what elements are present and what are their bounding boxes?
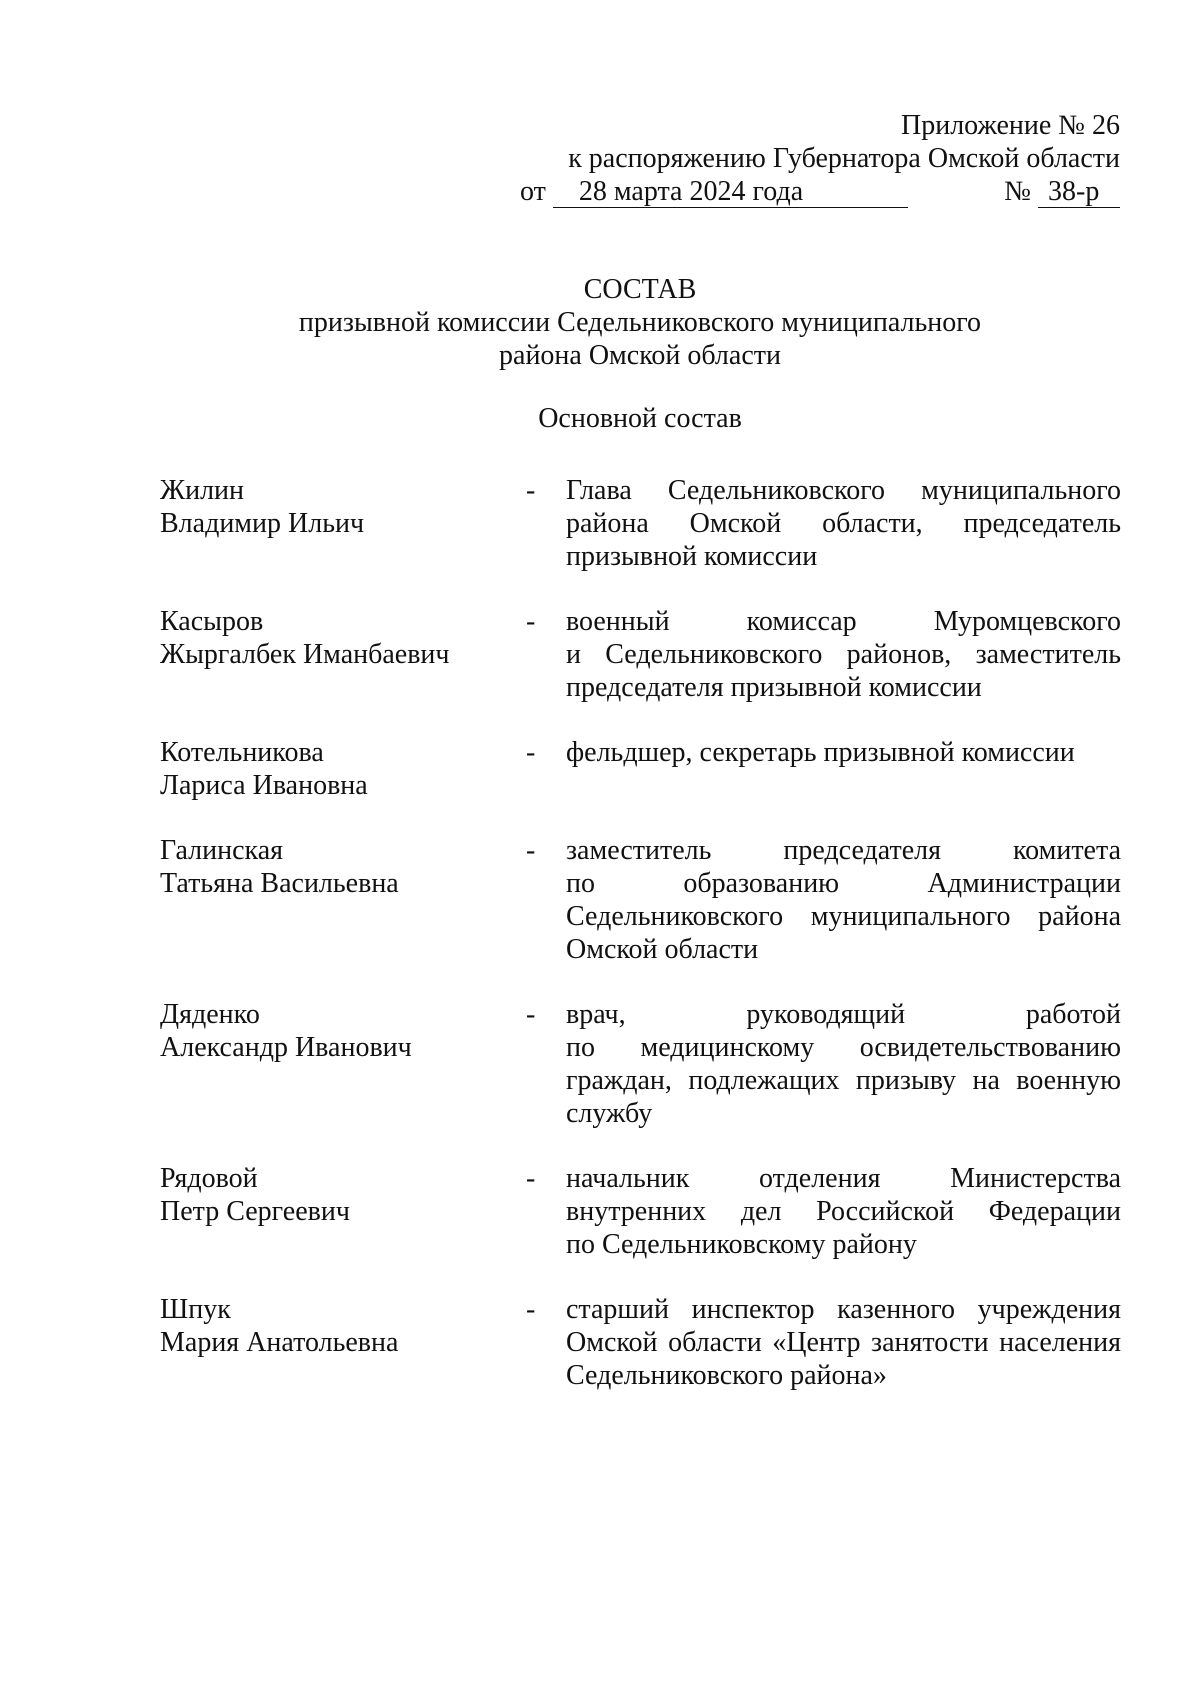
member-given-names: Александр Иванович bbox=[160, 1032, 412, 1063]
member-given-names: Мария Анатольевна bbox=[160, 1327, 399, 1358]
number-label: № bbox=[1004, 176, 1031, 207]
member-dash: - bbox=[526, 999, 536, 1030]
member-dash: - bbox=[526, 737, 536, 768]
appendix-header bbox=[520, 109, 1120, 208]
position-line: начальник отделения Министерства bbox=[566, 1163, 1121, 1194]
member-surname: Котельникова bbox=[160, 737, 324, 768]
member-position bbox=[566, 605, 1121, 704]
position-line: заместитель председателя комитета bbox=[566, 835, 1121, 866]
member-dash: - bbox=[526, 835, 536, 866]
position-line: службу bbox=[566, 1098, 653, 1129]
position-line: военный комиссар Муромцевского bbox=[566, 606, 1121, 637]
position-line: Омской области «Центр занятости населения bbox=[566, 1327, 1121, 1358]
order-date-number-line bbox=[520, 175, 1120, 208]
member-given-names: Татьяна Васильевна bbox=[160, 868, 399, 899]
member-position bbox=[566, 998, 1121, 1130]
position-line: Седельниковского района» bbox=[566, 1360, 887, 1391]
position-line: Седельниковского муниципального района bbox=[566, 901, 1121, 932]
position-line: внутренних дел Российской Федерации bbox=[566, 1196, 1121, 1227]
member-position bbox=[566, 1293, 1121, 1392]
order-reference: к распоряжению Губернатора Омской области bbox=[568, 143, 1120, 174]
member-position bbox=[566, 474, 1121, 573]
position-line: призывной комиссии bbox=[566, 541, 818, 572]
position-line: по образованию Администрации bbox=[566, 868, 1121, 899]
document-subtitle-line2: района Омской области bbox=[499, 340, 781, 371]
member-given-names: Жыргалбек Иманбаевич bbox=[160, 639, 450, 670]
member-name bbox=[160, 736, 520, 802]
member-name bbox=[160, 834, 520, 900]
position-line: врач, руководящий работой bbox=[566, 999, 1121, 1030]
order-date: 28 марта 2024 года bbox=[553, 177, 908, 208]
member-position bbox=[566, 1162, 1121, 1261]
member-dash: - bbox=[526, 475, 536, 506]
section-title: Основной состав bbox=[538, 403, 742, 434]
position-line: старший инспектор казенного учреждения bbox=[566, 1294, 1121, 1325]
member-position bbox=[566, 834, 1121, 966]
member-surname: Шпук bbox=[160, 1294, 231, 1325]
member-name bbox=[160, 474, 520, 540]
position-line: председателя призывной комиссии bbox=[566, 672, 982, 703]
document-subtitle-line1: призывной комиссии Седельниковского муниципального bbox=[298, 307, 982, 338]
appendix-number: Приложение № 26 bbox=[901, 110, 1120, 141]
document-heading: СОСТАВ bbox=[583, 274, 697, 305]
member-given-names: Владимир Ильич bbox=[160, 508, 365, 539]
member-surname: Касыров bbox=[160, 606, 264, 637]
member-surname: Дяденко bbox=[160, 999, 260, 1030]
position-line: и Седельниковского районов, заместитель bbox=[566, 639, 1121, 670]
member-given-names: Лариса Ивановна bbox=[160, 770, 368, 801]
member-surname: Галинская bbox=[160, 835, 284, 866]
member-surname: Рядовой bbox=[160, 1163, 258, 1194]
member-dash: - bbox=[526, 1294, 536, 1325]
from-label: от bbox=[520, 176, 546, 207]
member-dash: - bbox=[526, 606, 536, 637]
position-line: Омской области bbox=[566, 934, 759, 965]
member-name bbox=[160, 998, 520, 1064]
position-line: района Омской области, председатель bbox=[566, 508, 1121, 539]
order-number: 38-р bbox=[1038, 177, 1120, 208]
position-line: Глава Седельниковского муниципального bbox=[566, 475, 1121, 506]
member-given-names: Петр Сергеевич bbox=[160, 1196, 350, 1227]
position-line: по Седельниковскому району bbox=[566, 1229, 917, 1260]
member-name bbox=[160, 1162, 520, 1228]
member-surname: Жилин bbox=[160, 475, 245, 506]
position-line: граждан, подлежащих призыву на военную bbox=[566, 1065, 1121, 1096]
position-line: фельдшер, секретарь призывной комиссии bbox=[566, 737, 1075, 768]
member-name bbox=[160, 605, 520, 671]
member-position bbox=[566, 736, 1121, 769]
member-dash: - bbox=[526, 1163, 536, 1194]
position-line: по медицинскому освидетельствованию bbox=[566, 1032, 1121, 1063]
member-name bbox=[160, 1293, 520, 1359]
